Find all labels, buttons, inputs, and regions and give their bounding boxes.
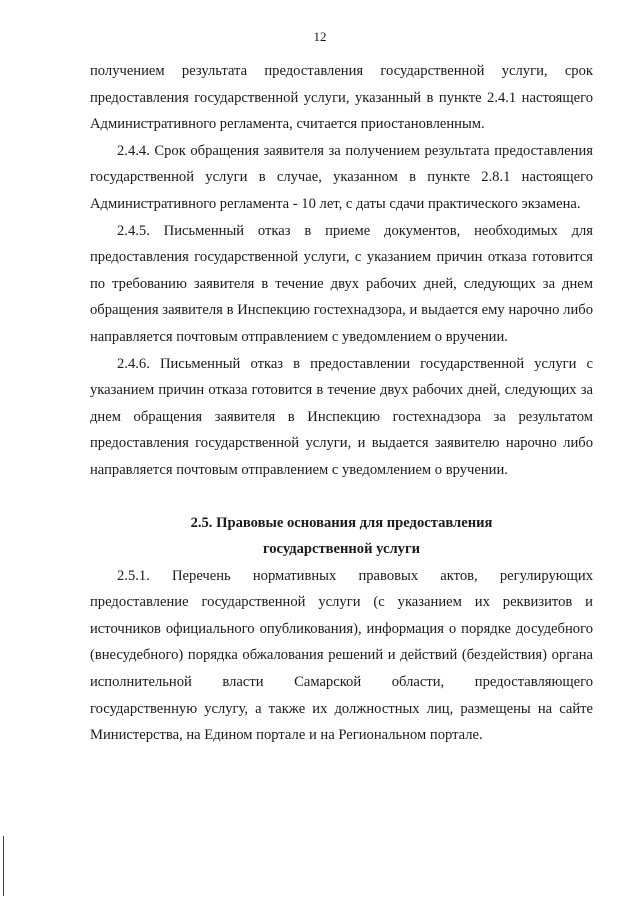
paragraph-continuation: получением результата предоставления государственной услуги, срок предоставления государственной услуги, указанный в пункте 2.4.1 настоящего Административного регламента, считается приостановленным. [90,63,593,133]
paragraph-2-4-4: 2.4.4. Срок обращения заявителя за получением результата предоставления государственной услуги в случае, указанном в пункте 2.8.1 настоящего Административного регламента - 10 лет, с даты сдачи практического экзамена. [90,142,593,212]
section-heading-line-2: государственной услуги [262,541,421,558]
scan-margin-line [3,836,4,896]
paragraph-2-4-6: 2.4.6. Письменный отказ в предоставлении государственной услуги с указанием причин отказа готовится в течение двух рабочих дней, следующих за днем обращения заявителя в Инспекцию гостехнадзора за результатом предоставления государственной услуги, и выдается заявителю нарочно либо направляется почтовым отправлением с уведомлением о вручении. [90,355,593,478]
paragraph-2-5-1: 2.5.1. Перечень нормативных правовых актов, регулирующих предоставление государственной услуги (с указанием их реквизитов и источников официального опубликования), информация о порядке досудебного (внесудебного) порядка обжалования решений и действий (бездействия) органа исполнительной власти Самарской области, предоставляющего государственную услугу, а также их должностных лиц, размещены на сайте Министерства, на Едином портале и на Региональном портале. [90,567,593,744]
page-number: 12 [313,29,327,44]
paragraph-2-4-5: 2.4.5. Письменный отказ в приеме документов, необходимых для предоставления государственной услуги, с указанием причин отказа готовится по требованию заявителя в течение двух рабочих дней, следующих за днем обращения заявителя в Инспекцию гостехнадзора, и выдается ему нарочно либо направляется почтовым отправлением с уведомлением о вручении. [90,222,593,345]
section-heading-line-1: 2.5. Правовые основания для предоставления [190,514,493,531]
section-heading [90,510,593,563]
document-body [90,58,593,749]
